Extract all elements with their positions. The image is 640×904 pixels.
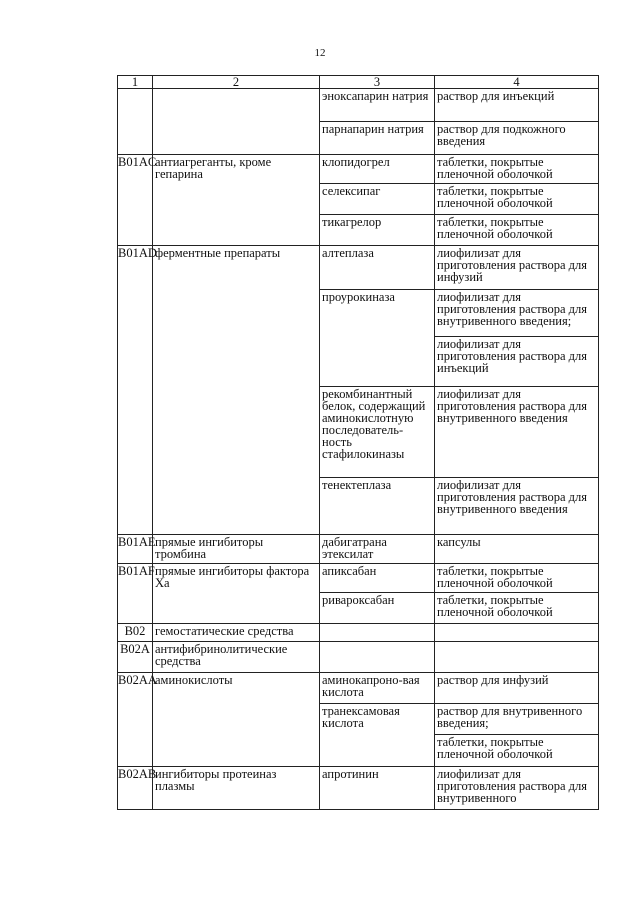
drug-name-cell: клопидогрел — [320, 155, 435, 184]
dosage-form-cell: лиофилизат для приготовления раствора для внутривенного — [435, 767, 599, 810]
dosage-form-cell: таблетки, покрытые пленочной оболочкой — [435, 215, 599, 246]
dosage-form-cell: лиофилизат для приготовления раствора для внутривенного введения — [435, 478, 599, 535]
drug-name-cell: селексипаг — [320, 184, 435, 215]
atc-code-cell: B01AE — [118, 535, 153, 564]
dosage-form-cell: таблетки, покрытые пленочной оболочкой — [435, 564, 599, 593]
group-cell: гемостатические средства — [153, 624, 320, 642]
dosage-form-cell: лиофилизат для приготовления раствора для инфузий — [435, 246, 599, 290]
column-header: 2 — [153, 76, 320, 89]
drug-name-cell — [320, 624, 435, 642]
atc-code-cell — [118, 89, 153, 155]
drug-name-cell: ривароксабан — [320, 593, 435, 624]
drug-name-cell: эноксапарин натрия — [320, 89, 435, 122]
atc-code-cell: B01AC — [118, 155, 153, 246]
dosage-form-item: таблетки, покрытые пленочной оболочкой — [435, 734, 598, 761]
table-row — [118, 89, 599, 122]
table-row — [118, 642, 599, 673]
dosage-form-item: лиофилизат для приготовления раствора для внутривенного введения; — [437, 290, 587, 328]
dosage-form-cell — [435, 642, 599, 673]
drug-name-cell: дабигатрана этексилат — [320, 535, 435, 564]
atc-code-cell: B01AF — [118, 564, 153, 624]
dosage-form-cell: таблетки, покрытые пленочной оболочкой — [435, 593, 599, 624]
drug-name-cell: апиксабан — [320, 564, 435, 593]
table-row — [118, 767, 599, 810]
dosage-form-cell — [435, 704, 599, 767]
atc-code-cell: B01AD — [118, 246, 153, 535]
table-row — [118, 673, 599, 704]
drug-name-cell — [320, 642, 435, 673]
atc-code-cell: B02AB — [118, 767, 153, 810]
column-header: 4 — [435, 76, 599, 89]
group-cell — [153, 89, 320, 155]
atc-code-cell: B02A — [118, 642, 153, 673]
drug-name-cell: проурокиназа — [320, 290, 435, 387]
drug-table — [117, 75, 599, 810]
dosage-form-item: раствор для внутривенного введения; — [437, 704, 583, 730]
atc-code-cell: B02AA — [118, 673, 153, 767]
dosage-form-cell: таблетки, покрытые пленочной оболочкой — [435, 184, 599, 215]
page-number: 12 — [314, 47, 326, 59]
drug-name-cell: рекомбинантный белок, содержащий аминокислотную последователь-ность стафилокиназы — [320, 387, 435, 478]
dosage-form-cell: лиофилизат для приготовления раствора для внутривенного введения — [435, 387, 599, 478]
column-header: 1 — [118, 76, 153, 89]
group-cell: прямые ингибиторы фактора Xa — [153, 564, 320, 624]
dosage-form-cell: раствор для инфузий — [435, 673, 599, 704]
table-header-row — [118, 76, 599, 89]
dosage-form-item: лиофилизат для приготовления раствора для инъекций — [435, 336, 598, 375]
group-cell: аминокислоты — [153, 673, 320, 767]
drug-name-cell: тикагрелор — [320, 215, 435, 246]
table-row — [118, 155, 599, 184]
group-cell: прямые ингибиторы тромбина — [153, 535, 320, 564]
group-cell: ферментные препараты — [153, 246, 320, 535]
drug-name-cell: транексамовая кислота — [320, 704, 435, 767]
atc-code-cell: B02 — [118, 624, 153, 642]
dosage-form-cell: раствор для инъекций — [435, 89, 599, 122]
dosage-form-cell — [435, 624, 599, 642]
group-cell: антифибринолитические средства — [153, 642, 320, 673]
table-row — [118, 564, 599, 593]
drug-name-cell: апротинин — [320, 767, 435, 810]
drug-name-cell: аминокапроно-вая кислота — [320, 673, 435, 704]
table-row — [118, 246, 599, 290]
table-row — [118, 535, 599, 564]
drug-name-cell: парнапарин натрия — [320, 122, 435, 155]
group-cell: ингибиторы протеиназ плазмы — [153, 767, 320, 810]
dosage-form-cell: таблетки, покрытые пленочной оболочкой — [435, 155, 599, 184]
group-cell: антиагреганты, кроме гепарина — [153, 155, 320, 246]
drug-name-cell: тенектеплаза — [320, 478, 435, 535]
dosage-form-cell: капсулы — [435, 535, 599, 564]
drug-name-cell: алтеплаза — [320, 246, 435, 290]
table-row — [118, 624, 599, 642]
column-header: 3 — [320, 76, 435, 89]
dosage-form-cell: раствор для подкожного введения — [435, 122, 599, 155]
dosage-form-cell — [435, 290, 599, 387]
